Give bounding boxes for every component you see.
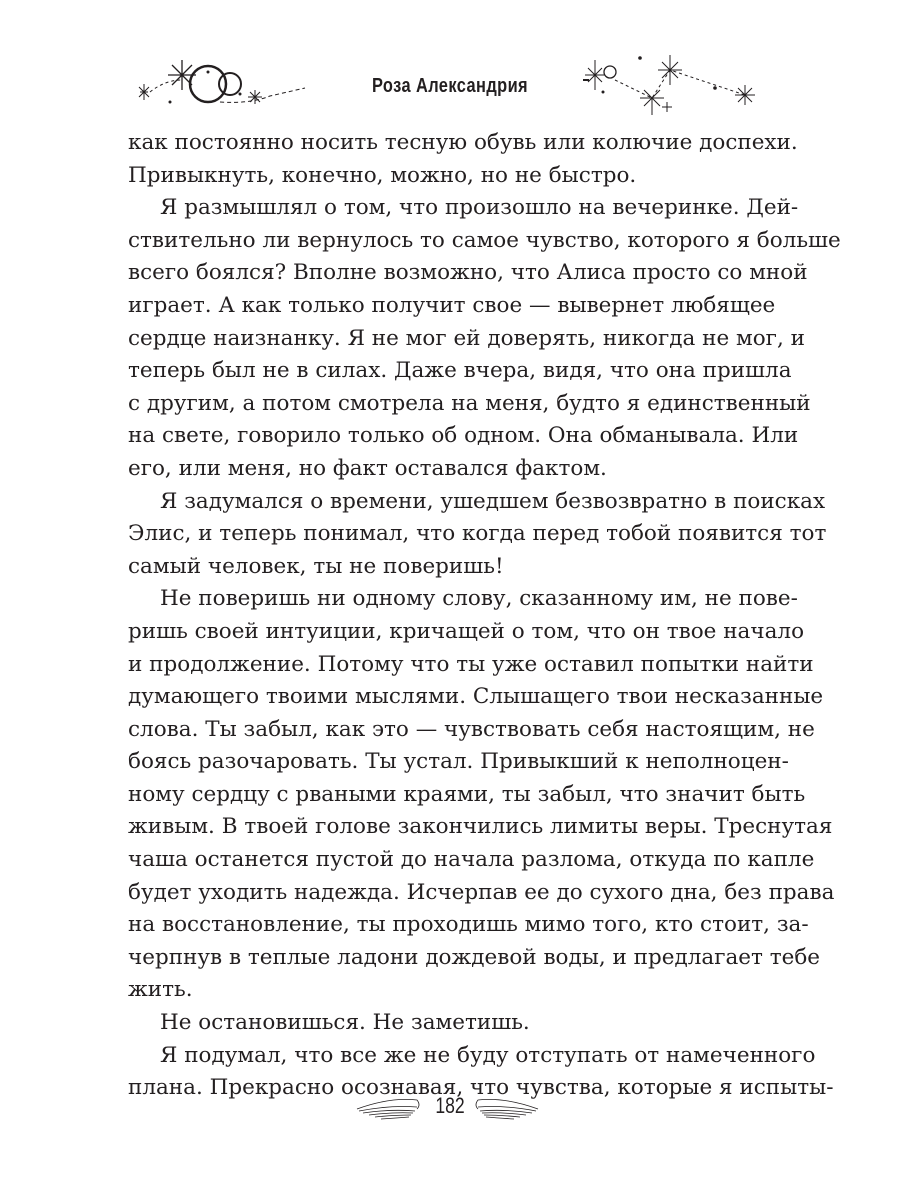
wing-right-icon: [470, 1095, 540, 1123]
text-line: играет. А как только получит свое — вывернет любящее: [128, 292, 776, 318]
text-line: боясь разочаровать. Ты устал. Привыкший к неполноцен-: [128, 749, 789, 775]
text-line: на восстановление, ты проходишь мимо того, кто стоит, за-: [128, 912, 809, 938]
text-line: Я размышлял о том, что произошло на вечеринке. Дей-: [160, 195, 799, 221]
text-line: Привыкнуть, конечно, можно, но не быстро.: [128, 162, 637, 188]
text-line: всего боялся? Вполне возможно, что Алиса просто со мной: [128, 260, 808, 286]
text-line: его, или меня, но факт оставался фактом.: [128, 455, 607, 481]
text-line: с другим, а потом смотрела на меня, будто я единственный: [128, 390, 811, 416]
text-line: ному сердцу с рваными краями, ты забыл, что значит быть: [128, 781, 806, 807]
text-line: теперь был не в силах. Даже вчера, видя, что она пришла: [128, 358, 792, 384]
text-line: Я подумал, что все же не буду отступать от намеченного: [160, 1042, 816, 1068]
text-line: самый человек, ты не поверишь!: [128, 553, 504, 579]
text-line: ствительно ли вернулось то самое чувство, которого я больше: [128, 227, 841, 253]
text-line: черпнув в теплые ладони дождевой воды, и предлагает тебе: [128, 944, 821, 970]
text-line: Элис, и теперь понимал, что когда перед тобой появится тот: [128, 521, 827, 547]
running-footer: [0, 1085, 900, 1135]
constellation-ornament-icon: [555, 40, 785, 115]
text-line: Я задумался о времени, ушедшем безвозвратно в поисках: [160, 488, 826, 514]
text-line: ришь своей интуиции, кричащей о том, что он твое начало: [128, 618, 805, 644]
text-line: думающего твоими мыслями. Слышащего твои несказанные: [128, 684, 824, 710]
text-line: плана. Прекрасно осознавая, что чувства, которые я испыты-: [128, 1075, 834, 1101]
text-line: слова. Ты забыл, как это — чувствовать себя настоящим, не: [128, 716, 815, 742]
text-line: жить.: [128, 977, 193, 1003]
page-number: 182: [435, 1093, 465, 1118]
text-line: как постоянно носить тесную обувь или колючие доспехи.: [128, 130, 798, 155]
author-name: Роза Александрия: [371, 75, 529, 97]
text-line: сердце наизнанку. Я не мог ей доверять, никогда не мог, и: [128, 325, 805, 351]
text-line: Не остановишься. Не заметишь.: [160, 1010, 530, 1036]
text-line: на свете, говорило только об одном. Она обманывала. Или: [128, 423, 799, 449]
text-line: и продолжение. Потому что ты уже оставил попытки найти: [128, 651, 814, 677]
text-line: живым. В твоей голове закончились лимиты веры. Треснутая: [128, 814, 833, 840]
text-line: чаша останется пустой до начала разлома, откуда по капле: [128, 847, 815, 873]
body-text: [128, 127, 841, 1105]
text-line: будет уходить надежда. Исчерпав ее до сухого дна, без права: [128, 879, 835, 905]
text-line: Не поверишь ни одному слову, сказанному им, не пове-: [160, 586, 798, 612]
running-header: [0, 30, 900, 120]
